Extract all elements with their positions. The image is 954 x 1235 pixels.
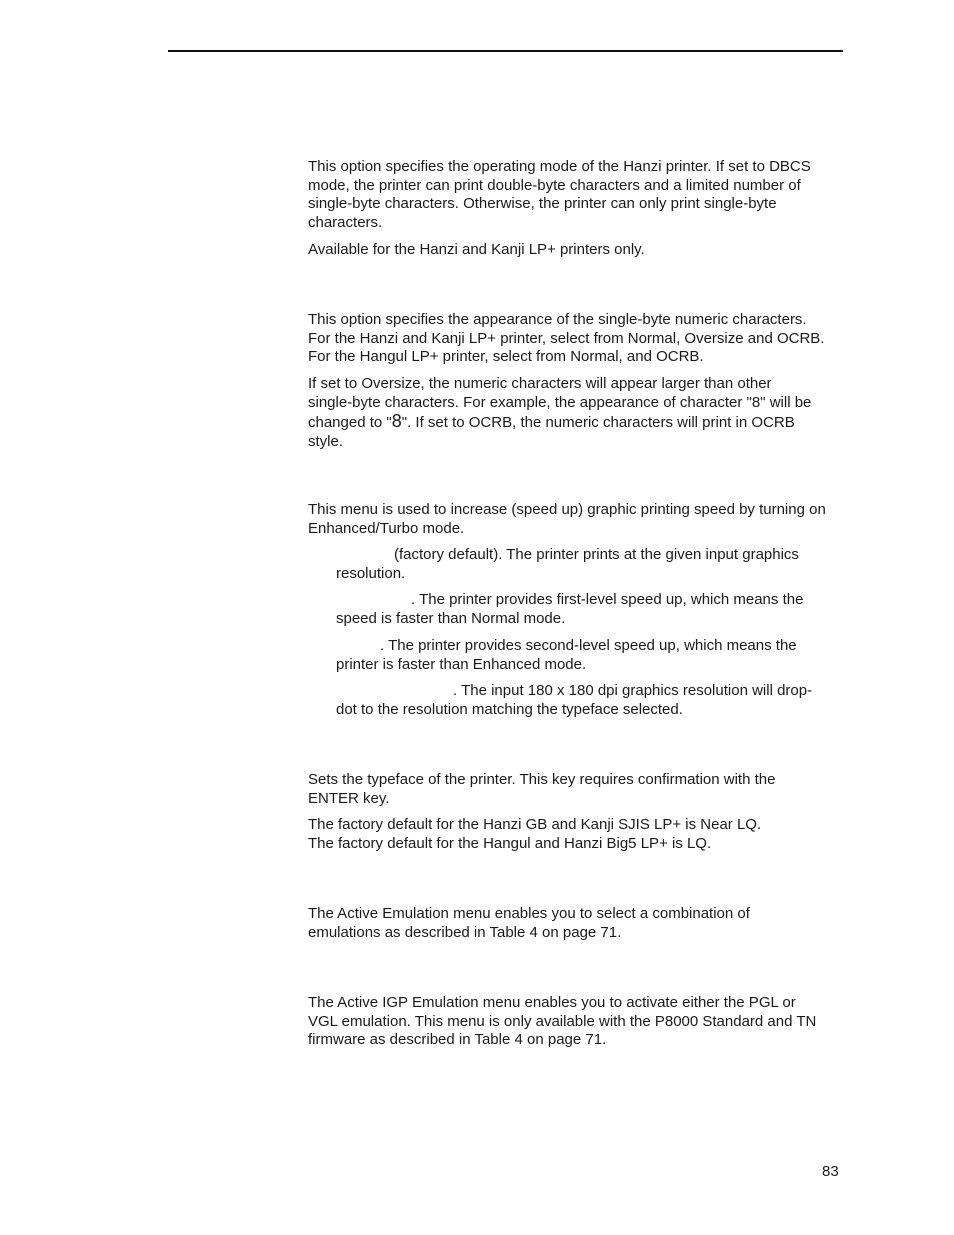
text-line: This option specifies the operating mode of the Hanzi printer. If set to DBCS bbox=[308, 158, 811, 175]
text-line: dot to the resolution matching the typeface selected. bbox=[336, 700, 683, 718]
graphics-option-turbo bbox=[336, 637, 836, 674]
graphics-option-normal bbox=[336, 546, 836, 583]
graphics-description bbox=[308, 501, 848, 538]
text-line: single-byte characters. Otherwise, the printer can only print single-byte bbox=[308, 195, 777, 213]
text-line: printer is faster than Enhanced mode. bbox=[336, 655, 587, 673]
text-line: . The printer provides second-level speed up, which means the bbox=[380, 637, 797, 654]
text-line: Enhanced/Turbo mode. bbox=[308, 519, 465, 537]
dbcs-availability bbox=[308, 241, 848, 260]
text-line: The factory default for the Hanzi GB and Kanji SJIS LP+ is Near LQ. bbox=[308, 816, 762, 833]
text-line: emulations as described in Table 4 on page 71. bbox=[308, 923, 622, 941]
text-line: Sets the typeface of the printer. This key requires confirmation with the bbox=[308, 771, 776, 788]
text-line: style. bbox=[308, 433, 344, 451]
text-line: VGL emulation. This menu is only available with the P8000 Standard and TN bbox=[308, 1012, 817, 1030]
text-line: mode, the printer can print double-byte characters and a limited number of bbox=[308, 176, 801, 194]
text-line: Available for the Hanzi and Kanji LP+ printers only. bbox=[308, 241, 645, 258]
text-line: The factory default for the Hangul and Hanzi Big5 LP+ is LQ. bbox=[308, 834, 712, 852]
text-line: resolution. bbox=[336, 564, 406, 582]
numeric-oversize-description bbox=[308, 375, 848, 452]
active-igp-emulation-description bbox=[308, 994, 848, 1050]
text-line bbox=[308, 412, 848, 433]
text-line: (factory default). The printer prints at the given input graphics bbox=[394, 546, 799, 563]
numeric-description bbox=[308, 311, 848, 367]
graphics-option-enhanced bbox=[336, 591, 836, 628]
dbcs-description bbox=[308, 158, 848, 233]
text-line: The Active IGP Emulation menu enables you to activate either the PGL or bbox=[308, 994, 796, 1011]
header-rule bbox=[168, 50, 843, 52]
text-line: The Active Emulation menu enables you to select a combination of bbox=[308, 905, 750, 922]
typeface-description bbox=[308, 771, 848, 808]
oversize-sample-character: 8 bbox=[391, 411, 402, 432]
graphics-option-dropdot bbox=[336, 682, 836, 719]
text-line: For the Hanzi and Kanji LP+ printer, select from Normal, Oversize and OCRB. bbox=[308, 329, 825, 347]
text-line: For the Hangul LP+ printer, select from Normal, and OCRB. bbox=[308, 348, 704, 366]
text-fragment: changed to " bbox=[308, 414, 392, 432]
text-line: . The input 180 x 180 dpi graphics resolution will drop- bbox=[453, 682, 813, 699]
text-line: . The printer provides first-level speed up, which means the bbox=[411, 591, 804, 608]
text-line: ENTER key. bbox=[308, 789, 390, 807]
text-line: speed is faster than Normal mode. bbox=[336, 609, 566, 627]
active-emulation-description bbox=[308, 905, 848, 942]
text-line: If set to Oversize, the numeric characters will appear larger than other bbox=[308, 375, 772, 392]
text-line: This menu is used to increase (speed up) graphic printing speed by turning on bbox=[308, 501, 826, 518]
text-fragment: ". If set to OCRB, the numeric characters will print in OCRB bbox=[401, 414, 795, 432]
text-line: characters. bbox=[308, 214, 383, 232]
text-line: This option specifies the appearance of the single-byte numeric characters. bbox=[308, 311, 807, 328]
text-line: firmware as described in Table 4 on page 71. bbox=[308, 1031, 607, 1049]
text-line: single-byte characters. For example, the appearance of character "8" will be bbox=[308, 393, 812, 411]
typeface-defaults bbox=[308, 816, 848, 853]
page-number: 83 bbox=[822, 1163, 839, 1180]
